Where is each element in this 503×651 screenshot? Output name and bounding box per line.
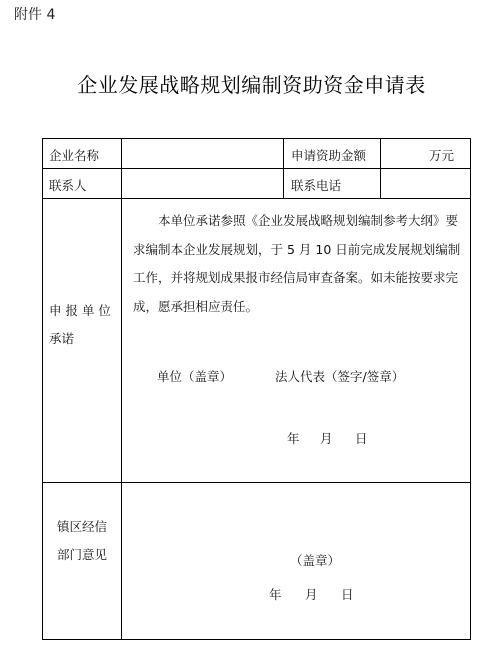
- opinion-date-year: 年: [269, 587, 282, 602]
- funding-amount-unit: 万元: [429, 148, 455, 163]
- promise-label-line-1: 申 报 单 位: [49, 303, 111, 318]
- contact-phone-field[interactable]: [386, 176, 466, 192]
- company-name-field[interactable]: [127, 146, 277, 162]
- contact-phone-label: 联系电话: [291, 178, 342, 193]
- promise-date-year: 年: [287, 431, 300, 446]
- row-divider-1: [43, 168, 470, 169]
- row-divider-3: [43, 482, 470, 483]
- application-form-table: [42, 138, 471, 640]
- opinion-label-line-1: 镇区经信: [57, 519, 108, 534]
- opinion-seal-label: （盖章）: [290, 553, 341, 568]
- promise-date-month: 月: [320, 431, 333, 446]
- attachment-label: 附件 4: [14, 7, 56, 23]
- legal-rep-signature-label: 法人代表（签字/签章）: [275, 369, 405, 384]
- row-divider-2: [43, 198, 470, 199]
- promise-label-line-2: 承诺: [49, 331, 75, 346]
- unit-seal-label: 单位（盖章）: [157, 369, 233, 384]
- label-column-divider: [121, 139, 122, 639]
- right-column-divider: [380, 139, 381, 198]
- opinion-date-day: 日: [341, 587, 354, 602]
- funding-amount-label: 申请资助金额: [291, 148, 367, 163]
- opinion-date-month: 月: [305, 587, 318, 602]
- contact-person-label: 联系人: [49, 178, 87, 193]
- opinion-label-line-2: 部门意见: [57, 547, 108, 562]
- promise-statement-text: 本单位承诺参照《企业发展战略规划编制参考大纲》要求编制本企业发展规划，于 5 月 10 日前完成发展规划编制工作，并将规划成果报市经信局审查备案。如未能按要求完成，愿承担相应责任。: [133, 213, 461, 314]
- contact-person-field[interactable]: [127, 176, 277, 192]
- promise-date-day: 日: [355, 431, 368, 446]
- mid-column-divider: [283, 139, 284, 198]
- promise-row-label: [49, 297, 111, 353]
- form-title: 企业发展战略规划编制资助资金申请表: [77, 73, 426, 97]
- company-name-label: 企业名称: [49, 148, 100, 163]
- opinion-row-label: [57, 513, 107, 569]
- promise-statement: [133, 207, 463, 321]
